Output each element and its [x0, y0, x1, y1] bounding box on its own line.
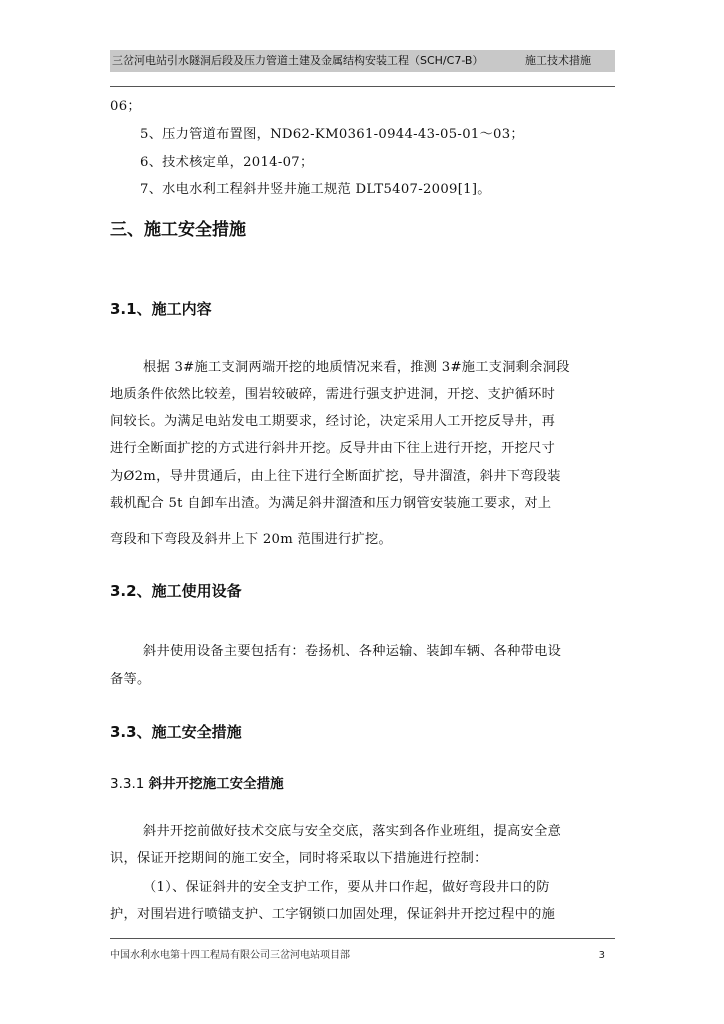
subsection-title-text: 斜井开挖施工安全措施 — [148, 776, 284, 792]
reference-item-6: 6、技术核定单，2014-07； — [140, 155, 314, 170]
section-3-2-title: 3.2、施工使用设备 — [110, 582, 242, 600]
header-divider — [110, 86, 615, 87]
reference-item-7: 7、水电水利工程斜井竖井施工规范 DLT5407-2009[1]。 — [140, 182, 491, 197]
paragraph-line: 护，对围岩进行喷锚支护、工字钢锁口加固处理，保证斜井开挖过程中的施 — [110, 907, 556, 922]
reference-continuation: 06； — [110, 99, 141, 114]
paragraph-line: 识，保证开挖期间的施工安全，同时将采取以下措施进行控制： — [110, 851, 488, 866]
paragraph-line: 备等。 — [110, 672, 151, 687]
paragraph-line: 根据 3#施工支洞两端开挖的地质情况来看，推测 3#施工支洞剩余洞段 — [143, 360, 570, 375]
page-footer — [110, 947, 615, 965]
section-3-3-title: 3.3、施工安全措施 — [110, 723, 242, 741]
paragraph-line: 间较长。为满足电站发电工期要求，经讨论，决定采用人工开挖反导井，再 — [110, 414, 556, 429]
page-number: 3 — [598, 950, 605, 961]
footer-company: 中国水利水电第十四工程局有限公司三岔河电站项目部 — [110, 950, 350, 961]
section-3-1-title: 3.1、施工内容 — [110, 300, 212, 318]
paragraph-line: 斜井开挖前做好技术交底与安全交底，落实到各作业班组，提高安全意 — [143, 824, 562, 839]
paragraph-line: 地质条件依然比较差，围岩较破碎，需进行强支护进洞，开挖、支护循环时 — [110, 387, 556, 402]
header-project-title: 三岔河电站引水隧洞后段及压力管道土建及金属结构安装工程（SCH/C7-B） — [112, 54, 484, 67]
header-doc-type: 施工技术措施 — [525, 54, 591, 67]
subsection-number: 3.3.1 — [110, 776, 145, 792]
paragraph-line: 为Ø2m，导井贯通后，由上往下进行全断面扩挖，导井溜渣，斜井下弯段装 — [110, 469, 561, 484]
paragraph-line: （1）、保证斜井的安全支护工作，要从井口作起，做好弯段井口的防 — [143, 880, 550, 895]
paragraph-line: 斜井使用设备主要包括有：卷扬机、各种运输、装卸车辆、各种带电设 — [143, 644, 562, 659]
chapter-title: 三、施工安全措施 — [110, 220, 246, 240]
paragraph-line: 进行全断面扩挖的方式进行斜井开挖。反导井由下往上进行开挖，开挖尺寸 — [110, 441, 556, 456]
reference-item-5: 5、压力管道布置图，ND62-KM0361-0944-43-05-01～03； — [140, 127, 524, 142]
page-header — [110, 50, 615, 72]
footer-divider — [110, 938, 615, 939]
paragraph-line: 弯段和下弯段及斜井上下 20m 范围进行扩挖。 — [110, 532, 392, 547]
paragraph-line: 载机配合 5t 自卸车出渣。为满足斜井溜渣和压力钢管安装施工要求，对上 — [110, 496, 552, 511]
subsection-3-3-1-title — [110, 774, 284, 794]
